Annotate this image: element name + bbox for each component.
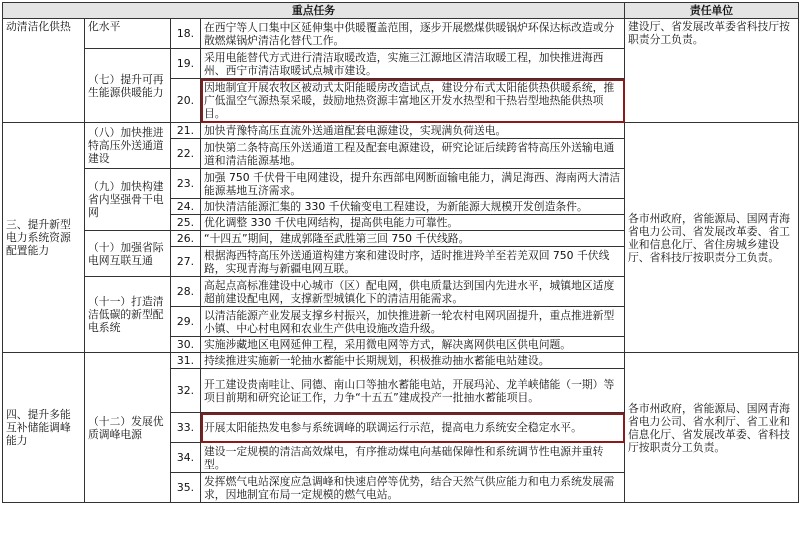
task-number: 28. [171,277,201,307]
task-text: 根据海西特高压外送通道构建方案和建设时序，适时推进羚羊至若羌双回 750 千伏线路，实现青海与新疆电网互联。 [201,247,625,277]
header-responsible-unit: 责任单位 [625,3,799,19]
responsible-unit-cell: 建设厅、省发展改革委省科技厅按职责分工负责。 [625,19,799,123]
table-header-row [3,3,799,19]
task-number: 34. [171,443,201,473]
table-row [3,123,799,139]
task-text: 加强 750 千伏骨干电网建设，提升东西部电网断面输电能力，满足海西、海南两大清洁能源基地互济需求。 [201,169,625,199]
task-number: 26. [171,231,201,247]
subtask-cell: 化水平 [85,19,171,49]
table-row [3,353,799,369]
task-text: 实施涉藏地区电网延伸工程，采用微电网等方式，解决离网供电区供电问题。 [201,337,625,353]
subtask-cell: （十二）发展优质调峰电源 [85,353,171,503]
subtask-cell: （九）加快构建省内坚强骨干电网 [85,169,171,231]
task-number: 20. [171,79,201,123]
task-text: 加快第二条特高压外送通道工程及配套电源建设，研究论证后续跨省特高压外送输电通道和清洁能源基地。 [201,139,625,169]
header-key-tasks: 重点任务 [3,3,625,19]
task-text: 在西宁等人口集中区延伸集中供暖覆盖范围，逐步开展燃煤供暖锅炉环保达标改造或分散燃煤锅炉清洁化替代工作。 [201,19,625,49]
task-text: 发挥燃气电站深度应急调峰和快速启停等优势，结合天然气供应能力和电力系统发展需求，因地制宜布局一定规模的燃气电站。 [201,473,625,503]
area-cell: 三、提升新型电力系统资源配置能力 [3,123,85,353]
task-number: 27. [171,247,201,277]
task-text: 建设一定规模的清洁高效煤电，有序推动煤电向基础保障性和系统调节性电源并重转型。 [201,443,625,473]
task-table [2,2,799,503]
task-text: 高起点高标准建设中心城市（区）配电网，供电质量达到国内先进水平，城镇地区适度超前建设配电网，支撑新型城镇化下的清洁用能需求。 [201,277,625,307]
task-text: 加快青豫特高压直流外送通道配套电源建设，实现满负荷送电。 [201,123,625,139]
responsible-unit-cell: 各市州政府，省能源局、国网青海省电力公司、省发展改革委、省工业和信息化厅、省住房城乡建设厅、省科技厅按职责分工负责。 [625,123,799,353]
task-number: 35. [171,473,201,503]
subtask-cell: （十一）打造清洁低碳的新型配电系统 [85,277,171,353]
task-text: “十四五”期间，建成郭隆至武胜第三回 750 千伏线路。 [201,231,625,247]
task-number: 19. [171,49,201,79]
responsible-unit-cell: 各市州政府，省能源局、国网青海省电力公司、省水利厅、省工业和信息化厅、省发展改革委、省科技厅按职责分工负责。 [625,353,799,503]
task-number: 29. [171,307,201,337]
task-text: 持续推进实施新一轮抽水蓄能中长期规划，积极推动抽水蓄能电站建设。 [201,353,625,369]
task-text: 采用电能替代方式进行清洁取暖改造，实施三江源地区清洁取暖工程，加快推进海西州、西宁市清洁取暖试点城市建设。 [201,49,625,79]
task-number: 32. [171,369,201,413]
task-number: 22. [171,139,201,169]
task-text: 优化调整 330 千伏电网结构，提高供电能力可靠性。 [201,215,625,231]
task-number: 31. [171,353,201,369]
subtask-cell: （十）加强省际电网互联互通 [85,231,171,277]
task-number: 25. [171,215,201,231]
task-text: 因地制宜开展农牧区被动式太阳能暖房改造试点，建设分布式太阳能供热供暖系统，推广低温空气源热泵采暖，鼓励地热资源丰富地区开发水热型和干热岩型地热能供热项目。 [201,79,625,123]
task-number: 23. [171,169,201,199]
area-cell: 动清洁化供热 [3,19,85,123]
task-number: 21. [171,123,201,139]
task-text: 开展太阳能热发电参与系统调峰的联调运行示范，提高电力系统安全稳定水平。 [201,413,625,443]
table-row [3,19,799,49]
subtask-cell: （八）加快推进特高压外送通道建设 [85,123,171,169]
task-text: 加快清洁能源汇集的 330 千伏输变电工程建设，为新能源大规模开发创造条件。 [201,199,625,215]
task-number: 33. [171,413,201,443]
task-number: 30. [171,337,201,353]
area-cell: 四、提升多能互补储能调峰能力 [3,353,85,503]
task-number: 18. [171,19,201,49]
task-text: 以清洁能源产业发展支撑乡村振兴，加快推进新一轮农村电网巩固提升，重点推进新型小镇、中心村电网和农业生产供电设施改造升级。 [201,307,625,337]
task-text: 开工建设贵南哇让、同德、南山口等抽水蓄能电站，开展玛沁、龙羊峡储能（一期）等项目前期和研究论证工作，力争“十五五”建成投产一批抽水蓄能项目。 [201,369,625,413]
subtask-cell: （七）提升可再生能源供暖能力 [85,49,171,123]
task-number: 24. [171,199,201,215]
